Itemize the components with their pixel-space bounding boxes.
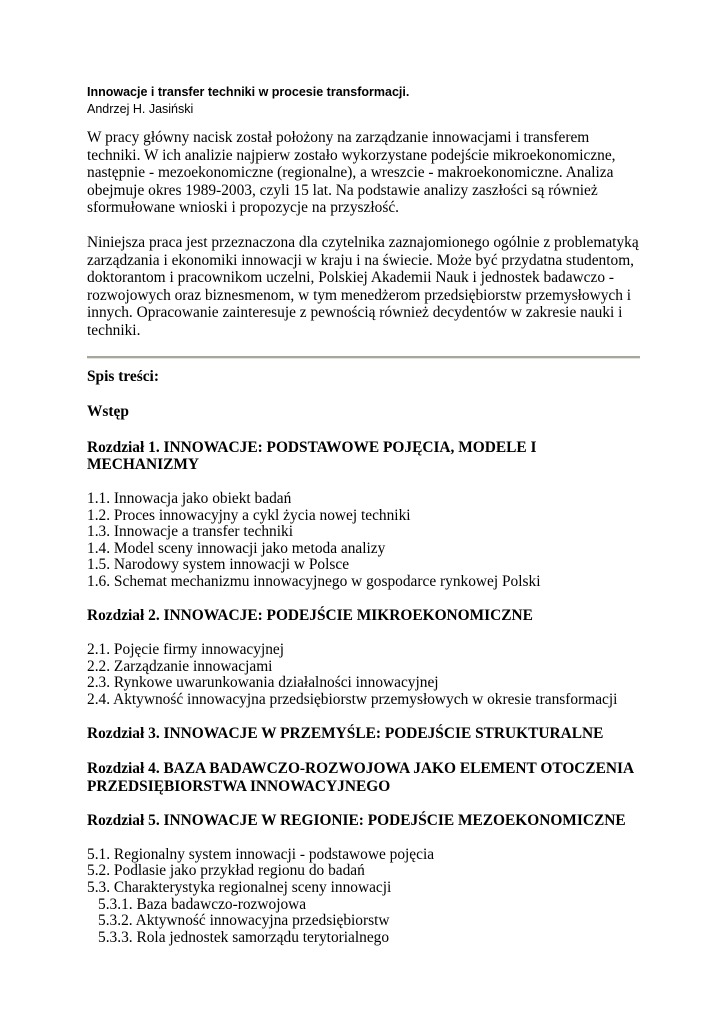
horizontal-divider	[87, 356, 640, 359]
toc-item: 2.4. Aktywność innowacyjna przedsiębiorstw przemysłowych w okresie transformacji	[87, 690, 618, 708]
toc-item: 1.3. Innowacje a transfer techniki	[87, 523, 293, 541]
toc-chapter-2-items	[87, 642, 640, 708]
toc-item: 2.2. Zarządzanie innowacjami	[87, 657, 273, 675]
abstract-paragraph-2: Niniejsza praca jest przeznaczona dla czytelnika zaznajomionego ogólnie z problematyką zarządzania i ekonomiki innowacji w kraju i na świecie. Może być przydatna studentom, doktorantom i pracownikom uczelni, Polskiej Akademii Nauk i jednostek badawczo - rozwojowych oraz biznesmenom, w tym menedżerom przedsiębiorstw przemysłowych i innych. Opracowanie zainteresuje z pewnością również decydentów w zakresie nauki i techniki.	[87, 233, 639, 339]
toc-intro: Wstęp	[87, 403, 129, 421]
toc-chapter-1-items	[87, 491, 640, 591]
toc-item: 1.6. Schemat mechanizmu innowacyjnego w gospodarce rynkowej Polski	[87, 572, 541, 590]
toc-item: 2.3. Rynkowe uwarunkowania działalności innowacyjnej	[87, 674, 439, 692]
toc-item: 5.3. Charakterystyka regionalnej sceny innowacji	[87, 879, 392, 896]
page-content	[87, 84, 640, 946]
toc-item: 1.4. Model sceny innowacji jako metoda analizy	[87, 539, 386, 557]
toc-subitem: 5.3.1. Baza badawczo-rozwojowa	[98, 895, 307, 913]
toc-chapter-4: Rozdział 4. BAZA BADAWCZO-ROZWOJOWA JAKO ELEMENT OTOCZENIA PRZEDSIĘBIORSTWA INNOWACYJNEGO	[87, 760, 634, 795]
toc-chapter-3: Rozdział 3. INNOWACJE W PRZEMYŚLE: PODEJŚCIE STRUKTURALNE	[87, 725, 604, 743]
document-author: Andrzej H. Jasiński	[87, 102, 194, 116]
toc-item: 1.1. Innowacja jako obiekt badań	[87, 489, 292, 507]
toc-chapter-5: Rozdział 5. INNOWACJE W REGIONIE: PODEJŚCIE MEZOEKONOMICZNE	[87, 812, 626, 830]
toc-item: 2.1. Pojęcie firmy innowacyjnej	[87, 641, 285, 659]
toc-item: 1.2. Proces innowacyjny a cykl życia nowej techniki	[87, 506, 411, 524]
toc-subitem: 5.3.2. Aktywność innowacyjna przedsiębiorstw	[98, 912, 390, 930]
toc-item: 1.5. Narodowy system innowacji w Polsce	[87, 556, 350, 574]
toc-subitem: 5.3.3. Rola jednostek samorządu terytorialnego	[98, 928, 390, 946]
toc-chapter-2: Rozdział 2. INNOWACJE: PODEJŚCIE MIKROEKONOMICZNE	[87, 607, 533, 625]
document-title: Innowacje i transfer techniki w procesie transformacji.	[87, 85, 410, 99]
toc-item: 5.2. Podlasie jako przykład regionu do badań	[87, 862, 365, 880]
toc-title: Spis treści:	[87, 367, 159, 385]
toc-chapter-1: Rozdział 1. INNOWACJE: PODSTAWOWE POJĘCIA, MODELE I MECHANIZMY	[87, 438, 537, 474]
toc-item: 5.1. Regionalny system innowacji - podstawowe pojęcia	[87, 845, 435, 863]
toc-chapter-5-items	[87, 847, 640, 947]
abstract-paragraph-1: W pracy główny nacisk został położony na zarządzanie innowacjami i transferem techniki. W ich analizie najpierw zostało wykorzystane podejście mikroekonomiczne, następnie - mezoekonomiczne (regionalne), a wreszcie - makroekonomiczne. Analiza obejmuje okres 1989-2003, czyli 15 lat. Na podstawie analizy zaszłości są również sformułowane wnioski i propozycje na przyszłość.	[87, 129, 616, 217]
